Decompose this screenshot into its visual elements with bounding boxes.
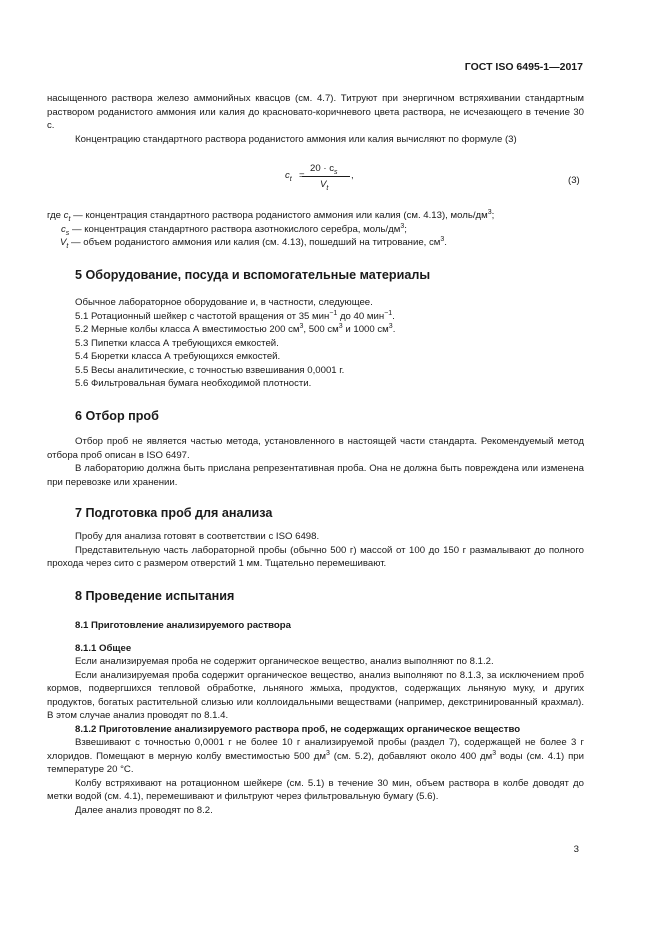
section-7-paragraph-1: Пробу для анализа готовят в соответствии с ISO 6498. (75, 531, 320, 542)
fraction-line (302, 176, 350, 177)
section-6-body (47, 435, 584, 489)
list-item-5-5: 5.5 Весы аналитические, с точностью взвешивания 0,0001 г. (75, 364, 345, 376)
section-5-list (47, 296, 584, 391)
section-8-title: 8 Проведение испытания (75, 589, 235, 603)
list-item-5-1: 5.1 Ротационный шейкер с частотой вращения от 35 мин$^{-1}$ до 40 мин$^{-1}$. (75, 309, 395, 322)
formula-lhs: $c_t$ (285, 170, 292, 183)
legend-ct: где $c_t$ — концентрация стандартного раствора роданистого аммония или калия (см. 4.13), моль/$дм^3$; (47, 208, 495, 223)
section-8-paragraph-1: Если анализируемая проба не содержит органическое вещество, анализ выполняют по 8.1.2. (75, 656, 494, 667)
section-7-title: 7 Подготовка проб для анализа (75, 506, 273, 520)
list-item-5-6: 5.6 Фильтровальная бумага необходимой плотности. (75, 378, 312, 389)
section-7-paragraph-2: Представительную часть лабораторной пробы (обычно 500 г) массой от 100 до 150 г размалывают до полного прохода через сито с размером отверстий 1 мм. Тщательно перемешивают. (47, 544, 584, 569)
formula-equals: = (299, 170, 305, 181)
section-6-paragraph-2: В лабораторию должна быть прислана репрезентативная проба. Она не должна быть повреждена или изменена при перевозке или хранении. (47, 463, 584, 488)
list-item-5-4: 5.4 Бюретки класса А требующихся емкостей. (75, 351, 281, 362)
list-item-5-3: 5.3 Пипетки класса А требующихся емкостей. (75, 337, 279, 349)
subsection-8-1-title: 8.1 Приготовление анализируемого раствора (75, 620, 291, 631)
formula-comma: , (351, 170, 354, 181)
section-5-intro: Обычное лабораторное оборудование и, в частности, следующее. (75, 297, 373, 308)
formula-number: (3) (568, 175, 580, 186)
formula-3 (285, 162, 365, 198)
legend-cs: $c_s$ — концентрация стандартного раствора азотнокислого серебра, моль/$дм^3$; (61, 222, 407, 237)
formula-numerator: $20 \cdot c_s$ (310, 163, 338, 176)
subsection-8-1-2-title: 8.1.2 Приготовление анализируемого раствора проб, не содержащих органическое вещество (75, 723, 521, 735)
page-number: 3 (573, 844, 579, 855)
formula-denominator: $V_t$ (320, 179, 329, 192)
legend-vt: $V_t$ — объем роданистого аммония или калия (см. 4.13), пошедший на титрование, $см^3$. (60, 235, 447, 250)
section-8-paragraph-4: Колбу встряхивают на ротационном шейкере (см. 5.1) в течение 30 мин, объем раствора в колбе доводят до метки водой (см. 4.1), перемешивают и фильтруют через фильтровальную бумагу (5.6). (47, 777, 584, 802)
section-8-body (47, 619, 584, 817)
section-8-paragraph-5: Далее анализ проводят по 8.2. (75, 804, 213, 816)
intro-paragraph-1: насыщенного раствора железо аммонийных квасцов (см. 4.7). Титруют при энергичном встряхивании стандартным раствором роданистого аммония или калия до красновато-коричневого цвета раствора, не исчезающего в течение 30 с. (47, 93, 584, 131)
list-item-5-2: 5.2 Мерные колбы класса А вместимостью 200 $см^3$, 500 $см^3$ и 1000 $см^3$. (75, 322, 396, 335)
section-6-paragraph-1: Отбор проб не является частью метода, установленного в настоящей части стандарта. Рекомендуемый метод отбора проб описан в ISO 6497. (47, 436, 584, 461)
formula-legend (47, 209, 587, 250)
intro-text (47, 92, 584, 146)
intro-paragraph-2: Концентрацию стандартного раствора роданистого аммония или калия вычисляют по формуле (3) (75, 133, 517, 145)
section-7-body (47, 530, 584, 571)
section-5-title: 5 Оборудование, посуда и вспомогательные материалы (75, 268, 431, 282)
section-8-paragraph-3: Взвешивают с точностью 0,0001 г не более 10 г анализируемой пробы (раздел 7), содержащей не более 3 г хлоридов. Помещают в мерную колбу вместимостью 500 $дм^3$ (см. 5.2), добавляют около 400 $дм^3$ воды (см. 4.1) при температуре 20 °С. (47, 737, 585, 775)
section-8-paragraph-2: Если анализируемая проба содержит органическое вещество, анализ выполняют по 8.1.3, за исключением проб кормов, подвергшихся тепловой обработке, льняного жмыха, продуктов, содержащих льняную муку, и других продуктов, богатых растительной слизью или коллоидальными веществами (например, декстринированный крахмал). В этом случае анализ проводят по 8.1.4. (47, 669, 584, 721)
subsection-8-1-1-title: 8.1.1 Общее (75, 642, 132, 654)
standard-code-header: ГОСТ ISO 6495-1—2017 (464, 61, 583, 73)
section-6-title: 6 Отбор проб (75, 409, 159, 423)
